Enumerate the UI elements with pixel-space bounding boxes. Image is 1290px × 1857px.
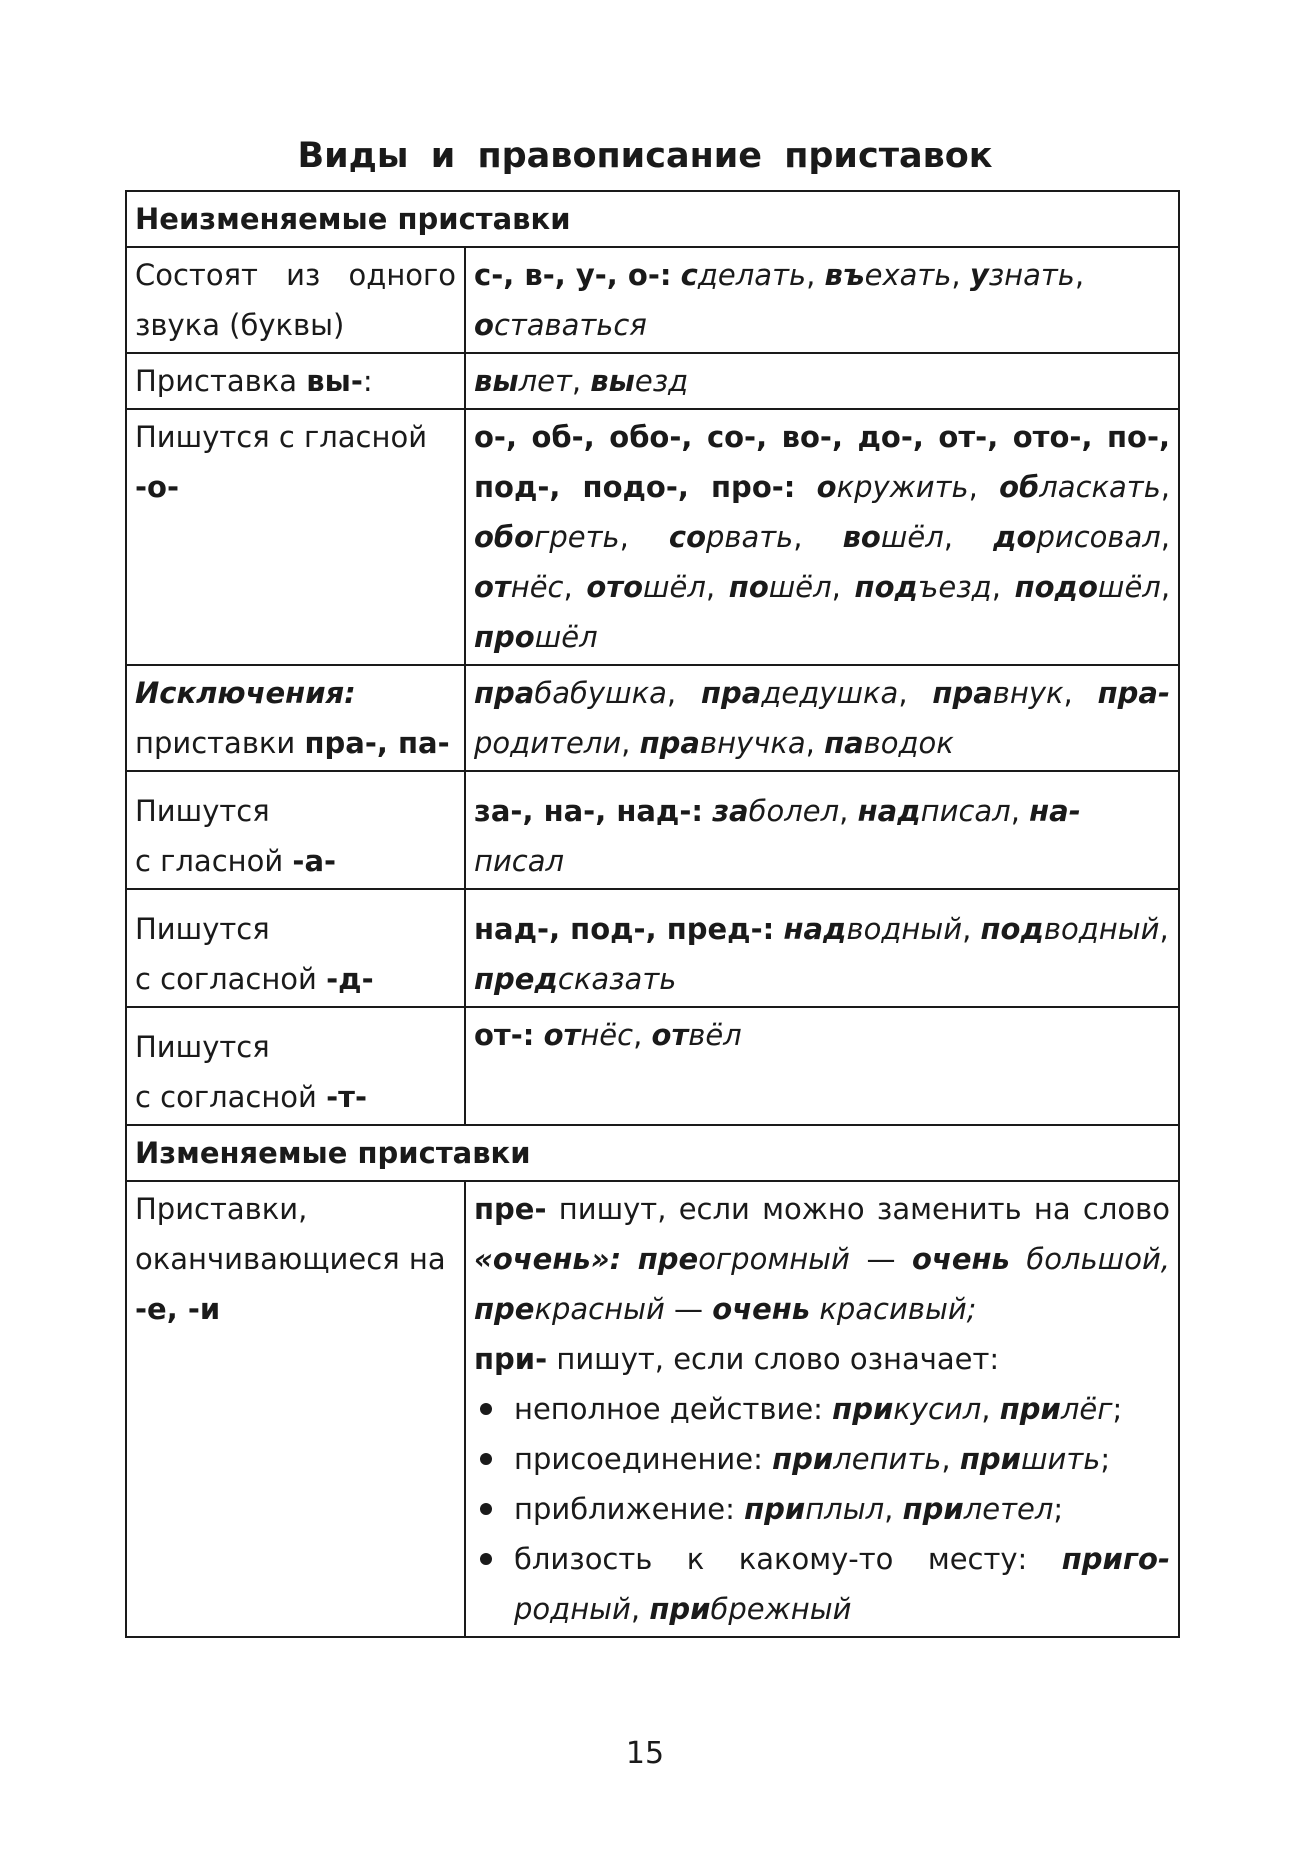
example-word: вылет	[474, 364, 572, 398]
table-row	[126, 665, 1179, 771]
example-word: преогромный	[637, 1242, 850, 1276]
rule-examples: вылет, выезд	[465, 353, 1179, 409]
section-heading: Изменяемые приставки	[126, 1125, 1179, 1181]
example-word: правнук	[932, 676, 1064, 710]
example-word: сделать	[680, 258, 807, 292]
prefixes-table	[125, 190, 1180, 1638]
prefix-list: за-, на-, над-:	[474, 794, 703, 828]
rule-examples	[465, 1181, 1179, 1637]
example-word: прилёг	[999, 1392, 1113, 1426]
example-word: предсказать	[474, 962, 677, 996]
rule-label: Состоят из одного звука (буквы)	[126, 247, 465, 353]
prefix-list: над-, под-, пред-:	[474, 912, 775, 946]
table-row	[126, 409, 1179, 665]
rule-examples: о-, об-, обо-, со-, во-, до-, от-, ото-, по-, под-, подо-, про-: окружить, обласкать, обогреть, сорвать, вошёл, дорисовал, отнёс, отошёл, пошёл, подъезд, подошёл, прошёл	[465, 409, 1179, 665]
page-title: Виды и правописание приставок	[297, 136, 993, 176]
rule-examples: прабабушка, прадедушка, правнук, пра-родители, правнучка, паводок	[465, 665, 1179, 771]
table-row	[126, 889, 1179, 1007]
pre-rule: пре- пишут, если можно заменить на слово «очень»: преогромный — очень большой, прекрасный — очень красивый;	[474, 1192, 1171, 1326]
example-word: прабабушка	[474, 676, 667, 710]
rule-examples: с-, в-, у-, о-: сделать, въехать, узнать, оставаться	[465, 247, 1179, 353]
example-word: прошёл	[474, 620, 598, 654]
table-row	[126, 771, 1179, 889]
example-word: прадедушка	[701, 676, 899, 710]
example-word: обласкать	[999, 470, 1161, 504]
rule-label: Пишутся с гласной -а-	[126, 771, 465, 889]
example-word: узнать	[969, 258, 1075, 292]
section-heading: Неизменяемые приставки	[126, 191, 1179, 247]
table-row	[126, 1007, 1179, 1125]
rule-label: Пишутся с гласной -о-	[126, 409, 465, 665]
example-word: пошёл	[728, 570, 832, 604]
rule-label: Приставка вы-:	[126, 353, 465, 409]
prefix-list: от-:	[474, 1018, 535, 1052]
list-item: приближение: приплыл, прилетел;	[474, 1484, 1170, 1534]
rule-examples: над-, под-, пред-: надводный, подводный, предсказать	[465, 889, 1179, 1007]
example-word: надписал	[857, 794, 1011, 828]
rule-label: Исключения: приставки пра-, па-	[126, 665, 465, 771]
example-word: оставаться	[474, 308, 647, 342]
example-word: дорисовал	[993, 520, 1161, 554]
example-word: сорвать	[668, 520, 794, 554]
example-word: прибрежный	[649, 1592, 852, 1626]
example-word: надводный	[783, 912, 963, 946]
example-word: приго-родный	[514, 1542, 1170, 1626]
table-row	[126, 247, 1179, 353]
example-word: паводок	[824, 726, 954, 760]
example-word: подводный	[980, 912, 1160, 946]
section-row-changeable	[126, 1125, 1179, 1181]
page-number: 15	[625, 1736, 665, 1771]
table-row	[126, 353, 1179, 409]
list-item: неполное действие: прикусил, прилёг;	[474, 1384, 1170, 1434]
example-word: прилепить	[772, 1442, 942, 1476]
example-word: прекрасный	[474, 1292, 665, 1326]
list-item: присоединение: прилепить, пришить;	[474, 1434, 1170, 1484]
example-word: подъезд	[854, 570, 992, 604]
example-word: заболел	[712, 794, 840, 828]
prefix-list: с-, в-, у-, о-:	[474, 258, 672, 292]
rule-examples: за-, на-, над-: заболел, надписал, на-писал	[465, 771, 1179, 889]
rule-examples: от-: отнёс, отвёл	[465, 1007, 1179, 1125]
table-row	[126, 1181, 1179, 1637]
section-row-unchangeable	[126, 191, 1179, 247]
example-word: на-писал	[474, 794, 1081, 878]
example-word: прилетел	[902, 1492, 1054, 1526]
rule-label: Приставки, оканчивающиеся на -е, -и	[126, 1181, 465, 1637]
rule-label: Пишутся с согласной -т-	[126, 1007, 465, 1125]
pri-meanings-list	[474, 1384, 1170, 1634]
example-word: отнёс	[543, 1018, 634, 1052]
example-word: пришить	[959, 1442, 1101, 1476]
example-word: прикусил	[832, 1392, 982, 1426]
example-word: приплыл	[744, 1492, 885, 1526]
example-word: отнёс	[474, 570, 564, 604]
list-item: близость к какому-то месту: приго-родный, прибрежный	[474, 1534, 1170, 1634]
pri-rule: при- пишут, если слово означает:	[474, 1342, 1000, 1376]
example-word: отвёл	[651, 1018, 742, 1052]
example-word: пра-родители	[474, 676, 1171, 760]
example-word: выезд	[590, 364, 689, 398]
example-word: отошёл	[586, 570, 706, 604]
example-word: правнучка	[639, 726, 806, 760]
rule-label: Пишутся с согласной -д-	[126, 889, 465, 1007]
example-word: вошёл	[842, 520, 944, 554]
example-word: окружить	[816, 470, 969, 504]
example-word: обогреть	[474, 520, 620, 554]
example-word: въехать	[824, 258, 952, 292]
exceptions-heading: Исключения:	[135, 676, 356, 710]
prefix-list: о-, об-, обо-, со-, во-, до-, от-, ото-, по-, под-, подо-, про-:	[474, 420, 1170, 504]
example-word: подошёл	[1014, 570, 1161, 604]
